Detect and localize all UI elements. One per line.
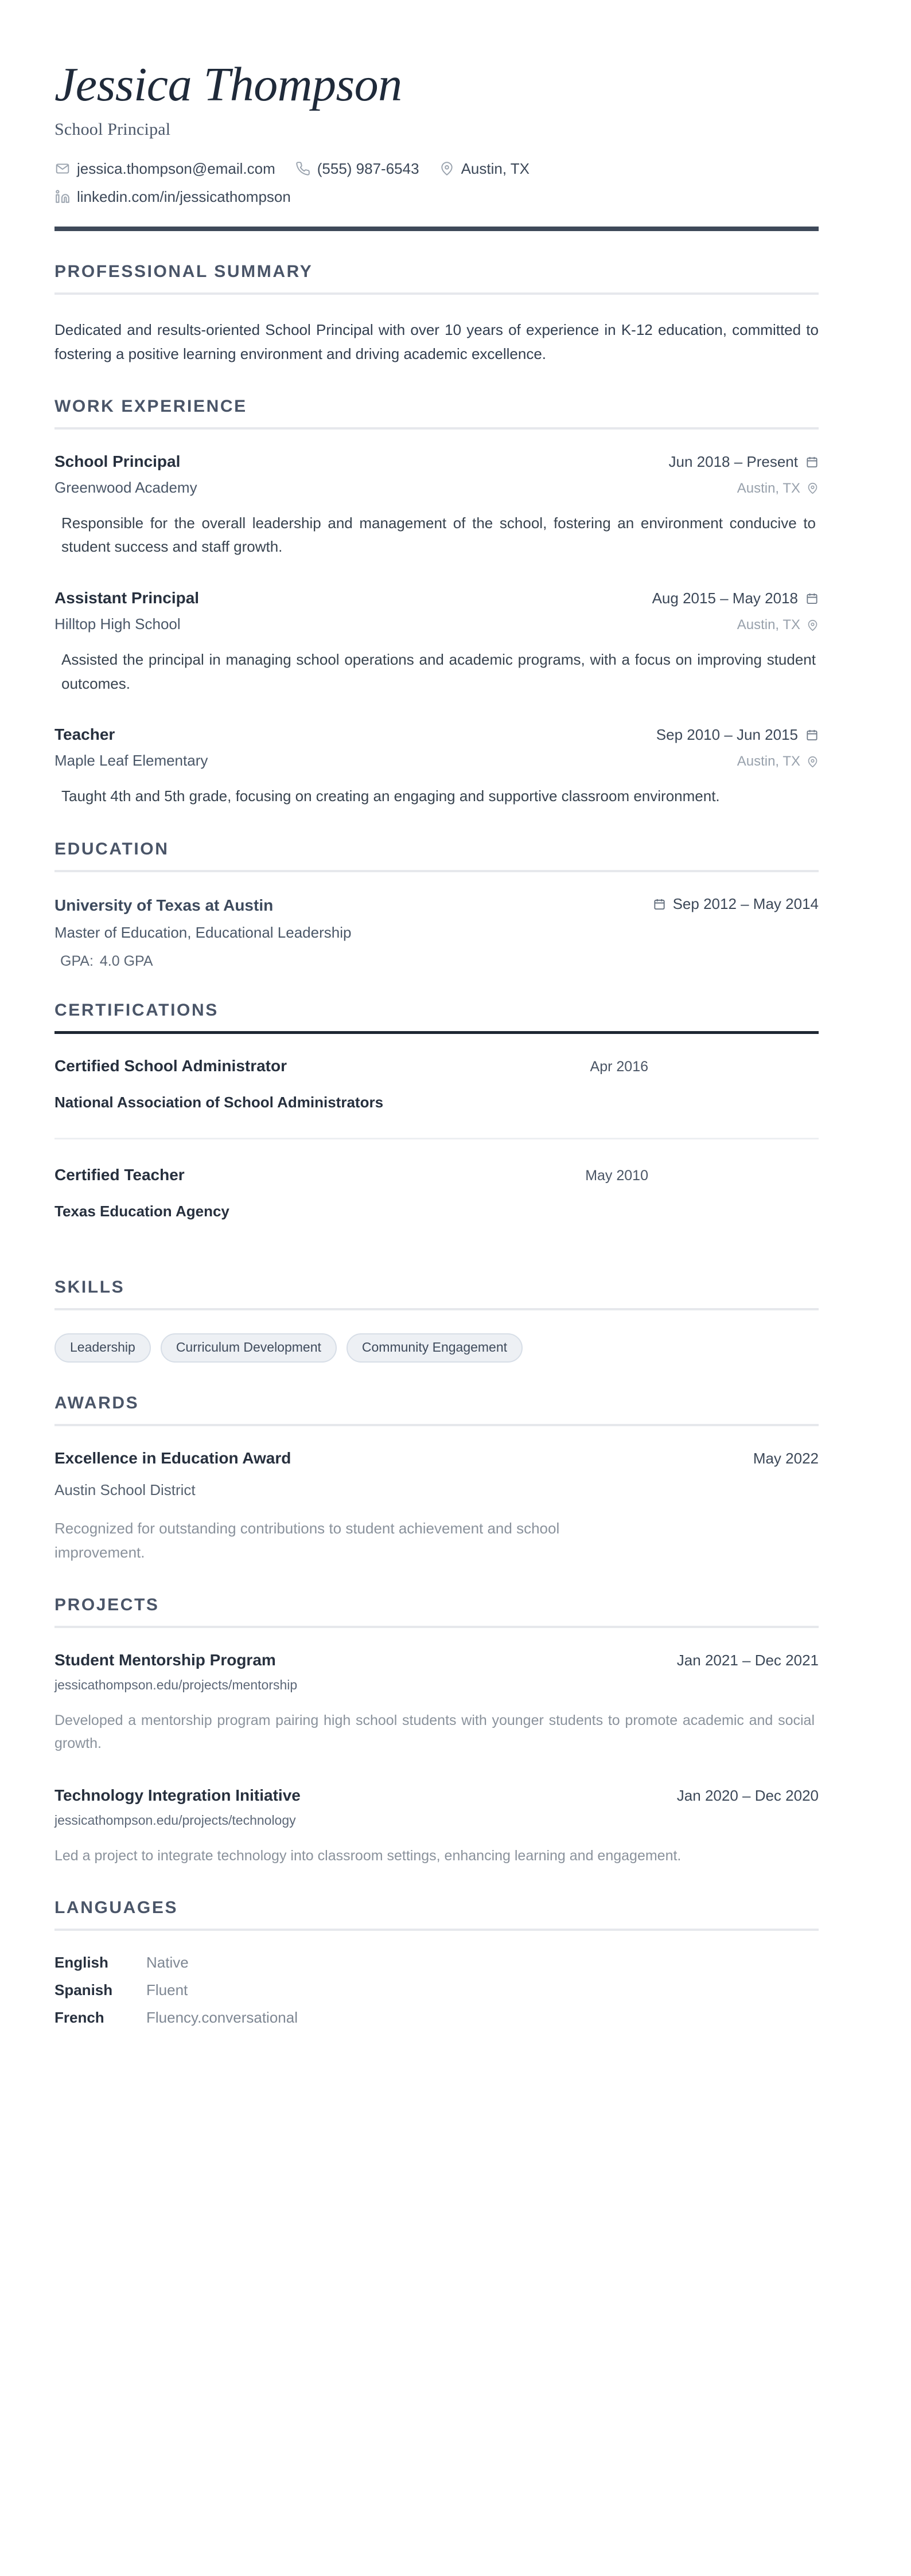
contact-phone[interactable] <box>295 160 419 178</box>
linkedin-icon <box>54 189 71 205</box>
project-date: Jan 2020 – Dec 2020 <box>676 1786 819 1804</box>
contact-location <box>439 160 530 178</box>
language-level: Fluency.conversational <box>146 2009 298 2027</box>
section-divider-education <box>54 870 819 872</box>
experience-item <box>54 589 838 696</box>
language-row <box>54 1981 838 1999</box>
education-date <box>653 895 819 913</box>
project-description: Developed a mentorship program pairing high school students with younger students to promote academic and social growth. <box>54 1712 815 1752</box>
language-name: Spanish <box>54 1981 113 1999</box>
section-title-certifications: CERTIFICATIONS <box>54 1000 219 1020</box>
certification-date: Apr 2016 <box>590 1058 648 1075</box>
phone-icon <box>295 161 311 177</box>
language-level: Native <box>146 1954 189 1972</box>
section-title-summary: PROFESSIONAL SUMMARY <box>54 261 313 281</box>
project-item <box>54 1651 838 1755</box>
experience-location <box>737 617 819 633</box>
contact-linkedin[interactable] <box>54 188 291 206</box>
section-title-projects: PROJECTS <box>54 1595 159 1614</box>
award-item <box>54 1449 838 1564</box>
section-education <box>54 840 838 970</box>
contact-info <box>54 160 838 206</box>
envelope-icon <box>54 161 71 177</box>
project-item <box>54 1786 838 1868</box>
language-row <box>54 2009 838 2027</box>
project-description: Led a project to integrate technology into classroom settings, enhancing learning and engagement. <box>54 1847 682 1864</box>
certification-item <box>54 1166 838 1247</box>
section-title-skills: SKILLS <box>54 1277 125 1297</box>
project-name: Student Mentorship Program <box>54 1650 276 1669</box>
map-pin-icon <box>439 161 455 177</box>
resume-header <box>54 60 838 231</box>
experience-location <box>737 481 819 497</box>
section-divider-awards <box>54 1424 819 1426</box>
contact-location-text: Austin, TX <box>461 159 530 177</box>
contact-email[interactable] <box>54 160 275 178</box>
experience-location-text: Austin, TX <box>737 617 800 633</box>
experience-role: Assistant Principal <box>54 589 200 607</box>
education-item <box>54 895 838 970</box>
education-degree: Master of Education, Educational Leadership <box>54 923 352 941</box>
section-title-awards: AWARDS <box>54 1393 139 1412</box>
experience-role: School Principal <box>54 452 181 470</box>
language-row <box>54 1954 838 1972</box>
contact-row-primary <box>54 160 838 178</box>
page-bottom-space <box>54 2036 838 2358</box>
award-description: Recognized for outstanding contributions to student achievement and school improvement. <box>54 1519 560 1561</box>
education-gpa <box>60 953 838 970</box>
education-date-text: Sep 2012 – May 2014 <box>672 895 819 912</box>
skill-pill: Leadership <box>54 1333 151 1363</box>
header-divider <box>54 227 819 231</box>
award-date: May 2022 <box>753 1449 819 1467</box>
certification-issuer: National Association of School Administrators <box>54 1093 384 1111</box>
experience-location-text: Austin, TX <box>737 480 800 496</box>
contact-row-secondary <box>54 188 838 206</box>
certification-name: Certified Teacher <box>54 1165 185 1184</box>
experience-company: Maple Leaf Elementary <box>54 752 208 770</box>
experience-date <box>656 726 819 744</box>
contact-linkedin-text: linkedin.com/in/jessicathompson <box>77 188 291 205</box>
section-title-education: EDUCATION <box>54 839 169 858</box>
experience-location-text: Austin, TX <box>737 754 800 770</box>
section-professional-summary <box>54 262 838 366</box>
section-divider-certifications <box>54 1031 819 1034</box>
section-title-experience: WORK EXPERIENCE <box>54 396 247 416</box>
experience-location <box>737 754 819 770</box>
award-issuer: Austin School District <box>54 1481 196 1498</box>
experience-date-text: Sep 2010 – Jun 2015 <box>656 726 798 744</box>
skill-pill: Community Engagement <box>347 1333 523 1363</box>
experience-company: Hilltop High School <box>54 615 181 633</box>
section-projects <box>54 1595 838 1868</box>
education-gpa-label: GPA: <box>60 953 94 969</box>
experience-item <box>54 452 838 559</box>
experience-date <box>652 590 819 607</box>
experience-date-text: Aug 2015 – May 2018 <box>652 590 798 607</box>
experience-item <box>54 725 838 809</box>
education-gpa-value: 4.0 GPA <box>99 953 153 969</box>
certification-name: Certified School Administrator <box>54 1056 287 1075</box>
project-name: Technology Integration Initiative <box>54 1786 301 1804</box>
map-pin-icon <box>807 619 819 631</box>
calendar-icon <box>805 592 819 605</box>
language-name: English <box>54 1954 108 1972</box>
section-work-experience <box>54 397 838 809</box>
section-divider-projects <box>54 1626 819 1628</box>
experience-description: Taught 4th and 5th grade, focusing on creating an engaging and supportive classroom environment. <box>61 787 720 805</box>
candidate-name: Jessica Thompson <box>54 58 402 111</box>
certification-issuer: Texas Education Agency <box>54 1202 229 1220</box>
language-name: French <box>54 2009 104 2027</box>
section-divider-languages <box>54 1929 819 1931</box>
certification-separator <box>54 1138 819 1139</box>
section-awards <box>54 1394 838 1564</box>
candidate-job-title: School Principal <box>54 119 171 139</box>
section-skills <box>54 1278 838 1363</box>
calendar-icon <box>805 455 819 469</box>
section-divider-skills <box>54 1308 819 1310</box>
section-languages <box>54 1898 838 2027</box>
map-pin-icon <box>807 756 819 768</box>
education-school: University of Texas at Austin <box>54 896 274 914</box>
experience-description: Assisted the principal in managing school operations and academic programs, with a focus on improving student outcomes. <box>61 651 816 692</box>
certification-item <box>54 1057 838 1138</box>
certification-date: May 2010 <box>585 1167 648 1184</box>
skill-pill: Curriculum Development <box>161 1333 337 1363</box>
map-pin-icon <box>807 482 819 494</box>
section-title-languages: LANGUAGES <box>54 1898 178 1918</box>
section-certifications <box>54 1001 838 1247</box>
experience-date <box>669 453 819 471</box>
contact-phone-text: (555) 987-6543 <box>317 159 419 177</box>
calendar-icon <box>805 728 819 741</box>
experience-date-text: Jun 2018 – Present <box>668 452 798 470</box>
skills-list <box>54 1333 819 1363</box>
contact-email-text: jessica.thompson@email.com <box>77 159 275 177</box>
summary-text: Dedicated and results-oriented School Principal with over 10 years of experience in K-12 education, committed to fostering a positive learning environment and driving academic excellence. <box>54 321 819 362</box>
section-divider-summary <box>54 292 819 295</box>
project-url[interactable]: jessicathompson.edu/projects/mentorship <box>54 1677 298 1692</box>
language-level: Fluent <box>146 1981 188 1999</box>
project-date: Jan 2021 – Dec 2021 <box>676 1651 819 1669</box>
project-url[interactable]: jessicathompson.edu/projects/technology <box>54 1812 296 1828</box>
experience-company: Greenwood Academy <box>54 478 197 496</box>
experience-role: Teacher <box>54 725 115 744</box>
award-name: Excellence in Education Award <box>54 1449 291 1467</box>
section-divider-experience <box>54 427 819 430</box>
calendar-icon <box>653 897 666 911</box>
experience-description: Responsible for the overall leadership and management of the school, fostering an environment conducive to student success and staff growth. <box>61 514 816 556</box>
